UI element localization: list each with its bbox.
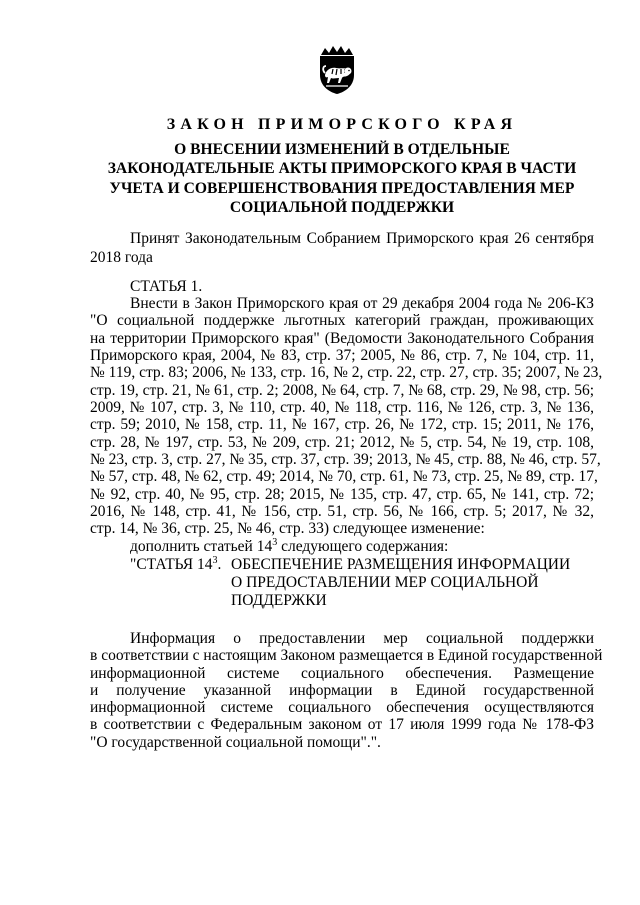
law-subtitle <box>90 140 594 217</box>
article-14-3-heading <box>231 556 570 610</box>
article-line: 2009, № 107, стр. 3, № 110, стр. 40, № 118, стр. 116, № 126, стр. 3, № 136, <box>90 399 594 417</box>
article-14-3-suffix: . <box>217 556 222 573</box>
supplement-line <box>130 538 448 556</box>
article-14-3-line: в соответствии с настоящим Законом размещается в Единой государственной <box>90 647 603 665</box>
article-line: стр. 28, № 197, стр. 53, № 209, стр. 21; 2012, № 5, стр. 54, № 19, стр. 108, <box>90 433 594 451</box>
article-line: Приморского края, 2004, № 83, стр. 37; 2005, № 86, стр. 7, № 104, стр. 11, <box>90 347 594 365</box>
article-14-3-heading-line: ПОДДЕРЖКИ <box>231 592 327 609</box>
article-14-3-line: Информация о предоставлении мер социальной поддержки <box>130 630 594 647</box>
article-14-3-prefix: "СТАТЬЯ 14 <box>130 556 213 573</box>
article-1-body <box>90 295 603 538</box>
article-14-3-heading-line: ОБЕСПЕЧЕНИЕ РАЗМЕЩЕНИЯ ИНФОРМАЦИИ <box>231 556 571 573</box>
article-line: стр. 14, № 36, стр. 25, № 46, стр. 33) следующее изменение: <box>90 520 485 538</box>
law-subtitle-line: УЧЕТА И СОВЕРШЕНСТВОВАНИЯ ПРЕДОСТАВЛЕНИЯ МЕР <box>109 179 575 197</box>
article-line: стр. 59; 2010, № 158, стр. 11, № 167, стр. 26, № 172, стр. 15; 2011, № 176, <box>90 416 594 434</box>
article-line: № 23, стр. 3, стр. 27, № 35, стр. 37, стр. 39; 2013, № 45, стр. 88, № 46, стр. 57, <box>90 451 601 469</box>
article-14-3-label <box>130 556 221 574</box>
article-14-3-line: "О государственной социальной помощи".". <box>90 733 381 751</box>
primorsky-krai-coat-of-arms-icon <box>316 45 358 95</box>
law-subtitle-line: О ВНЕСЕНИИ ИЗМЕНЕНИЙ В ОТДЕЛЬНЫЕ <box>174 141 510 158</box>
article-14-3-line: в соответствии с Федеральным законом от 17 июля 1999 года № 178-ФЗ <box>90 716 594 734</box>
law-subtitle-line: ЗАКОНОДАТЕЛЬНЫЕ АКТЫ ПРИМОРСКОГО КРАЯ В ЧАСТИ <box>107 160 577 178</box>
article-line: 2016, № 148, стр. 41, № 156, стр. 51, стр. 56, № 166, стр. 5; 2017, № 32, <box>90 503 594 521</box>
article-14-3-heading-line: О ПРЕДОСТАВЛЕНИИ МЕР СОЦИАЛЬНОЙ <box>231 574 539 591</box>
article-14-3-line: информационной системе социального обеспечения осуществляются <box>90 699 594 717</box>
adoption-statement <box>90 229 594 267</box>
adoption-line: Принят Законодательным Собранием Приморского края 26 сентября <box>130 230 594 247</box>
article-14-3-text <box>90 630 603 751</box>
article-1-label: СТАТЬЯ 1. <box>130 278 203 295</box>
article-14-3-superscript: 3 <box>212 555 218 566</box>
law-subtitle-line: СОЦИАЛЬНОЙ ПОДДЕРЖКИ <box>229 198 455 216</box>
supplement-prefix: дополнить статьей 14 <box>130 538 273 555</box>
article-line: на территории Приморского края" (Ведомости Законодательного Собрания <box>90 329 594 347</box>
article-14-3-line: информационной системе социального обеспечения. Размещение <box>90 664 594 682</box>
article-line: Внести в Закон Приморского края от 29 декабря 2004 года № 206-КЗ <box>130 295 594 312</box>
article-line: стр. 19, стр. 21, № 61, стр. 2; 2008, № 64, стр. 7, № 68, стр. 29, № 98, стр. 56; <box>90 381 594 399</box>
supplement-suffix: следующего содержания: <box>277 538 449 555</box>
supplement-superscript: 3 <box>272 537 278 548</box>
adoption-line: 2018 года <box>90 249 153 267</box>
article-line: № 119, стр. 83; 2006, № 133, стр. 16, № 2, стр. 22, стр. 27, стр. 35; 2007, № 23, <box>90 364 603 382</box>
article-line: "О социальной поддержке льготных категорий граждан, проживающих <box>90 312 594 330</box>
law-title: ЗАКОН ПРИМОРСКОГО КРАЯ <box>166 116 518 133</box>
article-14-3-line: и получение указанной информации в Единой государственной <box>90 681 594 699</box>
article-line: № 92, стр. 40, № 95, стр. 28; 2015, № 135, стр. 47, стр. 65, № 141, стр. 72; <box>90 485 594 503</box>
article-line: № 57, стр. 48, № 62, стр. 49; 2014, № 70, стр. 61, № 73, стр. 25, № 89, стр. 17, <box>90 468 598 486</box>
